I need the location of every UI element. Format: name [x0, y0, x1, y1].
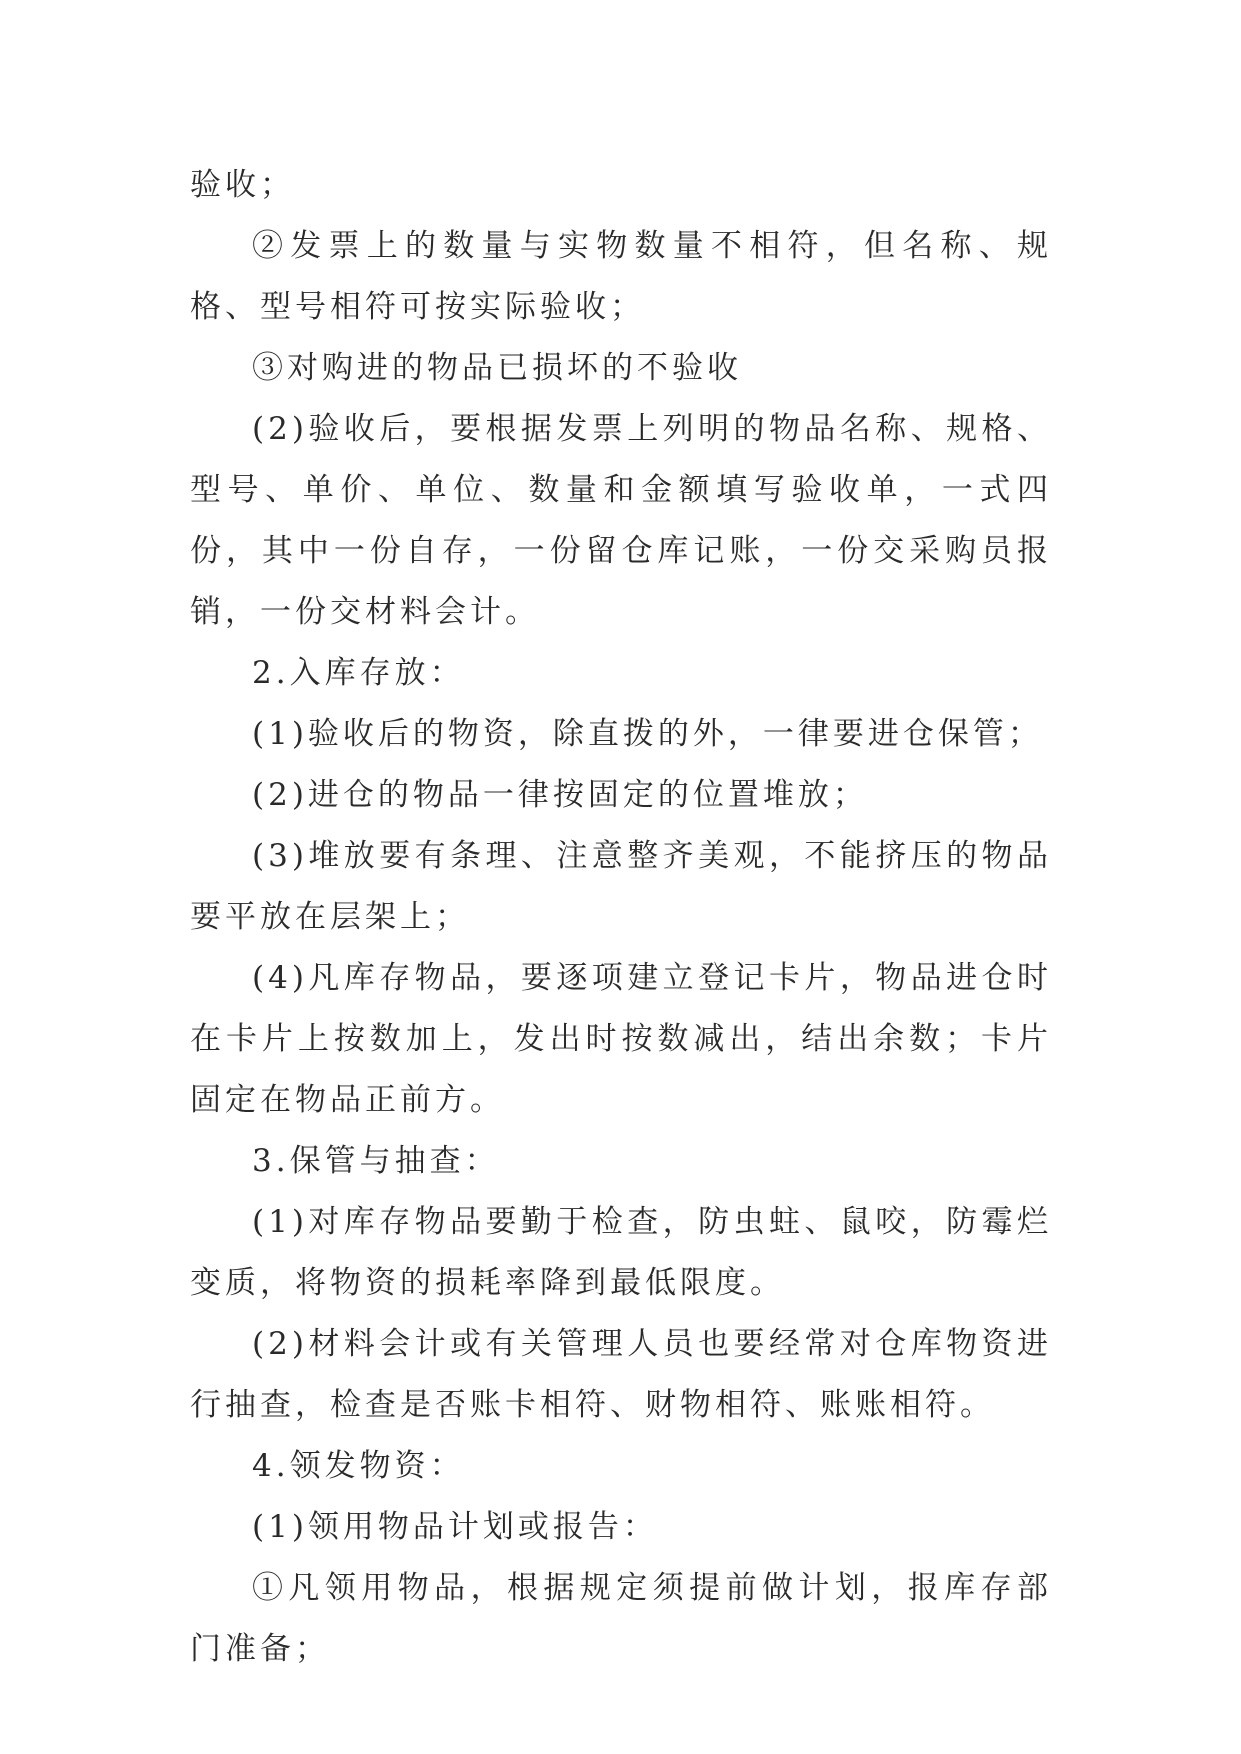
section-heading-storage: 2.入库存放： [252, 655, 465, 691]
paragraph-issuing-1: (1)领用物品计划或报告： [252, 1509, 658, 1545]
paragraph-item-3: ③对购进的物品已损坏的不验收 [252, 350, 742, 386]
paragraph-storage-3: (3)堆放要有条理、注意整齐美观，不能挤压的物品要平放在层架上； [190, 838, 1052, 935]
paragraph-inspection-1: (1)对库存物品要勤于检查，防虫蛀、鼠咬，防霉烂变质，将物资的损耗率降到最低限度。 [190, 1204, 1052, 1301]
paragraph-continuation: 验收； [190, 167, 295, 203]
document-body [190, 155, 1052, 1680]
paragraph-storage-2: (2)进仓的物品一律按固定的位置堆放； [252, 777, 868, 813]
paragraph-item-2: ②发票上的数量与实物数量不相符，但名称、规格、型号相符可按实际验收； [190, 228, 1052, 325]
section-heading-issuing: 4.领发物资： [252, 1448, 465, 1484]
paragraph-issuing-item-1: ①凡领用物品，根据规定须提前做计划，报库存部门准备； [190, 1570, 1052, 1667]
paragraph-storage-4: (4)凡库存物品，要逐项建立登记卡片，物品进仓时在卡片上按数加上，发出时按数减出，结出余数；卡片固定在物品正前方。 [190, 960, 1052, 1118]
paragraph-acceptance-form: (2)验收后，要根据发票上列明的物品名称、规格、型号、单价、单位、数量和金额填写验收单，一式四份，其中一份自存，一份留仓库记账，一份交采购员报销，一份交材料会计。 [190, 411, 1052, 630]
paragraph-inspection-2: (2)材料会计或有关管理人员也要经常对仓库物资进行抽查，检查是否账卡相符、财物相符、账账相符。 [190, 1326, 1052, 1423]
paragraph-storage-1: (1)验收后的物资，除直拨的外，一律要进仓保管； [252, 716, 1043, 752]
section-heading-inspection: 3.保管与抽查： [252, 1143, 500, 1179]
